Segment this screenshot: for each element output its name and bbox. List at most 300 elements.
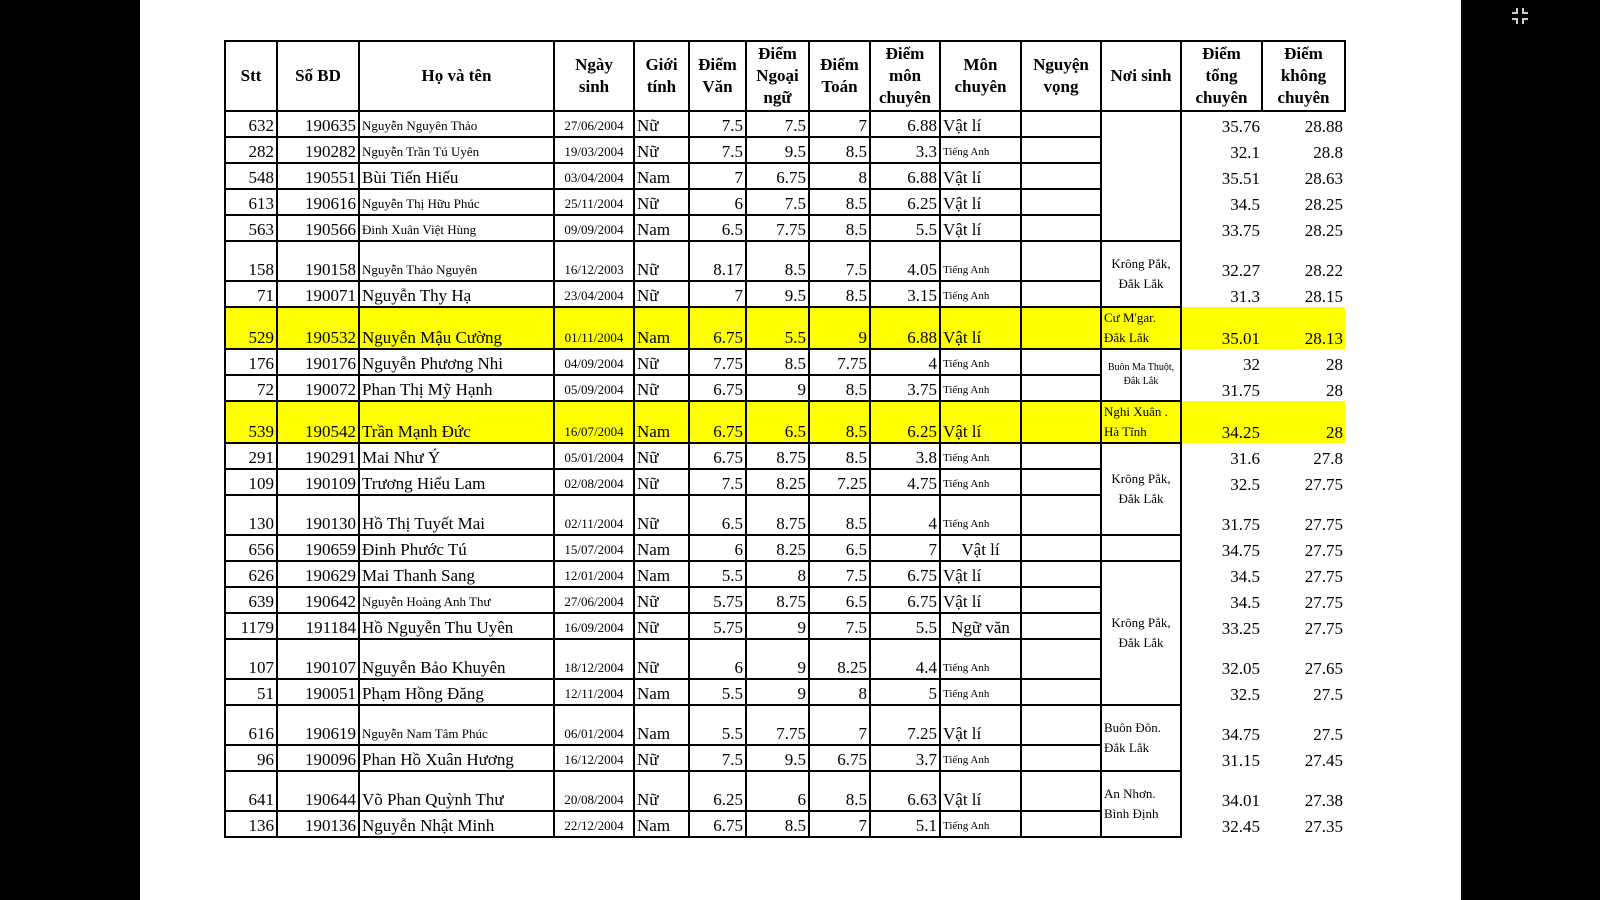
cell-van: 7 (689, 163, 746, 189)
cell-stt: 136 (225, 811, 277, 837)
header-noisinh: Nơi sinh (1101, 41, 1181, 111)
cell-stt: 176 (225, 349, 277, 375)
cell-mon: 6.25 (870, 189, 940, 215)
cell-name: Nguyễn Phương Nhi (359, 349, 554, 375)
cell-sbd: 190291 (277, 443, 359, 469)
cell-gender: Nam (634, 561, 689, 587)
cell-dob: 02/11/2004 (554, 495, 634, 535)
cell-sbd: 190107 (277, 639, 359, 679)
cell-nguyenvong (1021, 745, 1101, 771)
cell-nn: 8.75 (746, 495, 809, 535)
cell-stt: 639 (225, 587, 277, 613)
cell-nn: 8.5 (746, 811, 809, 837)
cell-toan: 7.5 (809, 561, 870, 587)
cell-khong: 28.13 (1262, 307, 1345, 349)
cell-nn: 9 (746, 679, 809, 705)
cell-name: Phạm Hồng Đăng (359, 679, 554, 705)
cell-nn: 8.75 (746, 587, 809, 613)
exit-fullscreen-icon (1508, 4, 1532, 28)
table-row (225, 349, 1345, 375)
table-row (225, 401, 1345, 443)
cell-mon: 5.5 (870, 215, 940, 241)
cell-gender: Nam (634, 811, 689, 837)
cell-khong: 28.22 (1304, 261, 1343, 280)
cell-mon: 6.75 (870, 587, 940, 613)
cell-name: Mai Thanh Sang (359, 561, 554, 587)
cell-gender: Nam (634, 535, 689, 561)
cell-stt: 109 (225, 469, 277, 495)
cell-mon: 3.8 (870, 443, 940, 469)
cell-van: 5.5 (689, 561, 746, 587)
cell-noisinh: Krông Pắk, Đắk Lắk (1101, 561, 1181, 705)
cell-dob: 12/11/2004 (554, 679, 634, 705)
cell-nn: 9.5 (746, 745, 809, 771)
cell-subject: Tiếng Anh (940, 469, 1021, 495)
cell-dob: 23/04/2004 (554, 281, 634, 307)
cell-van: 7.5 (689, 111, 746, 137)
cell-van: 7.5 (689, 469, 746, 495)
header-khong: Điểm không chuyên (1262, 41, 1345, 111)
cell-nguyenvong (1021, 443, 1101, 469)
cell-subject: Vật lí (940, 705, 1021, 745)
cell-gender: Nữ (634, 443, 689, 469)
table-row (225, 535, 1345, 561)
cell-sbd: 190130 (277, 495, 359, 535)
cell-van: 7.5 (689, 137, 746, 163)
cell-nn: 6.75 (746, 163, 809, 189)
cell-sbd: 191184 (277, 613, 359, 639)
cell-tong: 32.1 (1230, 143, 1260, 162)
cell-khong: 28 (1262, 401, 1345, 443)
cell-nguyenvong (1021, 639, 1101, 679)
cell-toan: 8 (809, 679, 870, 705)
cell-sbd: 190542 (277, 401, 359, 443)
cell-name: Nguyễn Hoàng Anh Thư (359, 587, 554, 613)
cell-toan: 8 (809, 163, 870, 189)
cell-sbd: 190644 (277, 771, 359, 811)
table-row (225, 771, 1345, 811)
cell-nguyenvong (1021, 771, 1101, 811)
cell-nn: 9.5 (746, 137, 809, 163)
cell-noisinh: Buôn Ma Thuột, Đắk Lắk (1101, 349, 1181, 401)
cell-nn: 7.5 (746, 111, 809, 137)
cell-tong: 34.75 (1221, 541, 1260, 560)
cell-khong: 28.88 (1304, 117, 1343, 136)
cell-mon: 4.4 (870, 639, 940, 679)
cell-mon: 6.25 (870, 401, 940, 443)
cell-van: 6.75 (689, 443, 746, 469)
cell-khong: 27.75 (1304, 567, 1343, 586)
cell-tong: 31.75 (1221, 381, 1260, 400)
cell-khong: 27.65 (1304, 659, 1343, 678)
cell-subject: Tiếng Anh (940, 745, 1021, 771)
cell-khong: 27.75 (1304, 619, 1343, 638)
cell-tong: 31.15 (1221, 751, 1260, 770)
cell-sbd: 190619 (277, 705, 359, 745)
cell-toan: 6.5 (809, 587, 870, 613)
cell-subject: Vật lí (940, 535, 1021, 561)
header-sbd: Số BD (277, 41, 359, 111)
cell-dob: 16/12/2004 (554, 745, 634, 771)
cell-name: Nguyễn Mậu Cường (359, 307, 554, 349)
cell-subject: Vật lí (940, 771, 1021, 811)
cell-name: Nguyễn Nam Tâm Phúc (359, 705, 554, 745)
exit-fullscreen-button[interactable] (1508, 4, 1532, 28)
cell-nn: 8.75 (746, 443, 809, 469)
results-table (224, 40, 1346, 838)
cell-subject: Vật lí (940, 189, 1021, 215)
cell-toan: 7.5 (809, 241, 870, 281)
cell-van: 7 (689, 281, 746, 307)
cell-van: 6.75 (689, 375, 746, 401)
cell-sbd: 190051 (277, 679, 359, 705)
cell-dob: 27/06/2004 (554, 111, 634, 137)
cell-tong: 33.25 (1221, 619, 1260, 638)
cell-name: Võ Phan Quỳnh Thư (359, 771, 554, 811)
header-mon: Điểm môn chuyên (870, 41, 940, 111)
cell-noisinh: Krông Pắk, Đắk Lắk (1101, 241, 1181, 307)
cell-subject: Vật lí (940, 307, 1021, 349)
cell-mon: 7.25 (870, 705, 940, 745)
cell-nguyenvong (1021, 163, 1101, 189)
cell-gender: Nữ (634, 375, 689, 401)
cell-dob: 06/01/2004 (554, 705, 634, 745)
header-monchuyen: Môn chuyên (940, 41, 1021, 111)
cell-sbd: 190109 (277, 469, 359, 495)
cell-name: Nguyễn Trần Tú Uyên (359, 137, 554, 163)
cell-stt: 632 (225, 111, 277, 137)
cell-dob: 19/03/2004 (554, 137, 634, 163)
cell-nn: 7.75 (746, 215, 809, 241)
cell-tong: 34.75 (1221, 725, 1260, 744)
cell-subject: Vật lí (940, 587, 1021, 613)
cell-nn: 9 (746, 375, 809, 401)
cell-name: Bùi Tiến Hiếu (359, 163, 554, 189)
cell-van: 7.75 (689, 349, 746, 375)
cell-toan: 9 (809, 307, 870, 349)
cell-stt: 51 (225, 679, 277, 705)
cell-dob: 15/07/2004 (554, 535, 634, 561)
cell-name: Nguyễn Bảo Khuyên (359, 639, 554, 679)
cell-stt: 641 (225, 771, 277, 811)
cell-van: 6.75 (689, 811, 746, 837)
cell-name: Đinh Phước Tú (359, 535, 554, 561)
cell-toan: 7.75 (809, 349, 870, 375)
header-tong: Điểm tổng chuyên (1181, 41, 1262, 111)
cell-mon: 5 (870, 679, 940, 705)
cell-gender: Nữ (634, 639, 689, 679)
cell-khong: 28.15 (1304, 287, 1343, 306)
cell-nguyenvong (1021, 189, 1101, 215)
cell-nguyenvong (1021, 613, 1101, 639)
cell-nn: 6.5 (746, 401, 809, 443)
cell-subject: Ngữ văn (940, 613, 1021, 639)
cell-subject: Tiếng Anh (940, 495, 1021, 535)
cell-nguyenvong (1021, 587, 1101, 613)
cell-nn: 9.5 (746, 281, 809, 307)
cell-nguyenvong (1021, 349, 1101, 375)
cell-nguyenvong (1021, 469, 1101, 495)
table-row (225, 705, 1345, 745)
cell-stt: 656 (225, 535, 277, 561)
cell-toan: 8.25 (809, 639, 870, 679)
cell-nn: 7.5 (746, 189, 809, 215)
cell-name: Hồ Nguyễn Thu Uyên (359, 613, 554, 639)
cell-nguyenvong (1021, 561, 1101, 587)
cell-sbd: 190642 (277, 587, 359, 613)
cell-sbd: 190616 (277, 189, 359, 215)
cell-khong: 28.25 (1304, 221, 1343, 240)
cell-nguyenvong (1021, 679, 1101, 705)
cell-subject: Vật lí (940, 111, 1021, 137)
cell-toan: 8.5 (809, 281, 870, 307)
cell-stt: 529 (225, 307, 277, 349)
cell-toan: 8.5 (809, 495, 870, 535)
cell-stt: 626 (225, 561, 277, 587)
cell-gender: Nam (634, 307, 689, 349)
header-van: Điểm Văn (689, 41, 746, 111)
cell-toan: 7.25 (809, 469, 870, 495)
cell-stt: 548 (225, 163, 277, 189)
cell-mon: 5.1 (870, 811, 940, 837)
header-toan: Điểm Toán (809, 41, 870, 111)
cell-sbd: 190566 (277, 215, 359, 241)
cell-nn: 8.5 (746, 241, 809, 281)
cell-dob: 09/09/2004 (554, 215, 634, 241)
cell-gender: Nam (634, 679, 689, 705)
cell-nguyenvong (1021, 375, 1101, 401)
cell-van: 5.75 (689, 613, 746, 639)
cell-name: Nguyễn Thảo Nguyên (359, 241, 554, 281)
cell-mon: 3.3 (870, 137, 940, 163)
cell-tong: 34.25 (1181, 401, 1262, 443)
cell-subject: Vật lí (940, 163, 1021, 189)
cell-van: 6 (689, 639, 746, 679)
cell-gender: Nữ (634, 771, 689, 811)
cell-mon: 6.88 (870, 307, 940, 349)
cell-sbd: 190071 (277, 281, 359, 307)
cell-gender: Nữ (634, 613, 689, 639)
cell-dob: 16/09/2004 (554, 613, 634, 639)
cell-dob: 25/11/2004 (554, 189, 634, 215)
cell-nguyenvong (1021, 705, 1101, 745)
cell-nn: 8.5 (746, 349, 809, 375)
cell-toan: 6.75 (809, 745, 870, 771)
cell-nn: 7.75 (746, 705, 809, 745)
cell-van: 6.5 (689, 215, 746, 241)
cell-nguyenvong (1021, 535, 1101, 561)
cell-mon: 6.63 (870, 771, 940, 811)
cell-dob: 27/06/2004 (554, 587, 634, 613)
cell-khong: 28 (1326, 381, 1343, 400)
cell-gender: Nữ (634, 745, 689, 771)
cell-mon: 3.75 (870, 375, 940, 401)
table-row (225, 241, 1345, 281)
cell-sbd: 190282 (277, 137, 359, 163)
cell-nguyenvong (1021, 401, 1101, 443)
cell-nn: 8.25 (746, 535, 809, 561)
cell-noisinh: Buôn Đôn. Đắk Lắk (1101, 705, 1181, 771)
cell-tong: 32 (1243, 355, 1260, 374)
cell-khong: 27.35 (1304, 817, 1343, 836)
cell-tong: 32.45 (1221, 817, 1260, 836)
cell-van: 5.5 (689, 679, 746, 705)
header-dob: Ngày sinh (554, 41, 634, 111)
cell-mon: 4.75 (870, 469, 940, 495)
cell-tong: 33.75 (1221, 221, 1260, 240)
cell-tong: 32.05 (1221, 659, 1260, 678)
cell-gender: Nữ (634, 137, 689, 163)
header-nn: Điểm Ngoại ngữ (746, 41, 809, 111)
cell-nguyenvong (1021, 111, 1101, 137)
cell-subject: Tiếng Anh (940, 639, 1021, 679)
cell-van: 7.5 (689, 745, 746, 771)
table-row (225, 561, 1345, 587)
cell-tong: 35.76 (1221, 117, 1260, 136)
cell-toan: 7 (809, 811, 870, 837)
cell-mon: 4.05 (870, 241, 940, 281)
cell-tong: 35.01 (1181, 307, 1262, 349)
cell-stt: 563 (225, 215, 277, 241)
cell-subject: Tiếng Anh (940, 137, 1021, 163)
cell-dob: 16/12/2003 (554, 241, 634, 281)
cell-mon: 7 (870, 535, 940, 561)
cell-nguyenvong (1021, 215, 1101, 241)
cell-mon: 3.15 (870, 281, 940, 307)
cell-gender: Nữ (634, 349, 689, 375)
cell-subject: Tiếng Anh (940, 349, 1021, 375)
cell-stt: 282 (225, 137, 277, 163)
cell-noisinh (1101, 111, 1181, 241)
cell-nguyenvong (1021, 495, 1101, 535)
cell-nguyenvong (1021, 281, 1101, 307)
cell-toan: 8.5 (809, 215, 870, 241)
cell-nn: 9 (746, 613, 809, 639)
cell-stt: 616 (225, 705, 277, 745)
cell-tong: 34.5 (1230, 567, 1260, 586)
cell-noisinh: Cư M'gar. Đắk Lắk (1101, 307, 1181, 349)
cell-sbd: 190532 (277, 307, 359, 349)
cell-mon: 5.5 (870, 613, 940, 639)
cell-van: 6.5 (689, 495, 746, 535)
cell-toan: 6.5 (809, 535, 870, 561)
cell-name: Nguyễn Nhật Minh (359, 811, 554, 837)
cell-sbd: 190136 (277, 811, 359, 837)
cell-tong: 32.5 (1230, 475, 1260, 494)
cell-sbd: 190551 (277, 163, 359, 189)
cell-mon: 4 (870, 349, 940, 375)
cell-mon: 6.75 (870, 561, 940, 587)
cell-stt: 71 (225, 281, 277, 307)
cell-subject: Vật lí (940, 401, 1021, 443)
cell-gender: Nữ (634, 281, 689, 307)
cell-subject: Tiếng Anh (940, 241, 1021, 281)
cell-dob: 04/09/2004 (554, 349, 634, 375)
cell-nn: 8 (746, 561, 809, 587)
cell-gender: Nam (634, 705, 689, 745)
cell-dob: 22/12/2004 (554, 811, 634, 837)
cell-mon: 6.88 (870, 163, 940, 189)
cell-dob: 12/01/2004 (554, 561, 634, 587)
header-row (225, 41, 1345, 111)
cell-tong: 34.5 (1230, 593, 1260, 612)
cell-stt: 107 (225, 639, 277, 679)
cell-khong: 27.75 (1304, 515, 1343, 534)
cell-name: Mai Như Ý (359, 443, 554, 469)
header-nguyenvong: Nguyện vọng (1021, 41, 1101, 111)
cell-khong: 28.8 (1313, 143, 1343, 162)
table-row (225, 111, 1345, 137)
cell-toan: 7 (809, 111, 870, 137)
cell-subject: Tiếng Anh (940, 281, 1021, 307)
cell-name: Đinh Xuân Việt Hùng (359, 215, 554, 241)
cell-toan: 8.5 (809, 375, 870, 401)
cell-subject: Tiếng Anh (940, 443, 1021, 469)
cell-stt: 96 (225, 745, 277, 771)
cell-van: 6 (689, 189, 746, 215)
cell-noisinh (1101, 535, 1181, 561)
cell-toan: 7.5 (809, 613, 870, 639)
cell-dob: 16/07/2004 (554, 401, 634, 443)
cell-nguyenvong (1021, 241, 1101, 281)
cell-khong: 28 (1326, 355, 1343, 374)
cell-van: 5.5 (689, 705, 746, 745)
cell-nn: 6 (746, 771, 809, 811)
cell-dob: 05/01/2004 (554, 443, 634, 469)
cell-name: Nguyễn Thy Hạ (359, 281, 554, 307)
cell-sbd: 190629 (277, 561, 359, 587)
cell-tong: 31.6 (1230, 449, 1260, 468)
cell-sbd: 190659 (277, 535, 359, 561)
cell-nguyenvong (1021, 811, 1101, 837)
cell-khong: 27.75 (1304, 593, 1343, 612)
cell-sbd: 190096 (277, 745, 359, 771)
cell-noisinh: Krông Pắk, Đắk Lắk (1101, 443, 1181, 535)
cell-van: 5.75 (689, 587, 746, 613)
cell-khong: 27.5 (1313, 725, 1343, 744)
cell-khong: 27.75 (1304, 475, 1343, 494)
cell-noisinh: An Nhơn. Bình Định (1101, 771, 1181, 837)
cell-sbd: 190176 (277, 349, 359, 375)
cell-toan: 8.5 (809, 401, 870, 443)
cell-gender: Nữ (634, 189, 689, 215)
cell-subject: Vật lí (940, 561, 1021, 587)
cell-dob: 03/04/2004 (554, 163, 634, 189)
cell-tong: 32.5 (1230, 685, 1260, 704)
cell-subject: Tiếng Anh (940, 679, 1021, 705)
cell-tong: 32.27 (1221, 261, 1260, 280)
cell-khong: 28.63 (1304, 169, 1343, 188)
cell-toan: 8.5 (809, 137, 870, 163)
cell-toan: 8.5 (809, 189, 870, 215)
cell-dob: 01/11/2004 (554, 307, 634, 349)
cell-tong: 31.3 (1230, 287, 1260, 306)
cell-stt: 158 (225, 241, 277, 281)
header-gender: Giới tính (634, 41, 689, 111)
cell-nguyenvong (1021, 137, 1101, 163)
cell-toan: 7 (809, 705, 870, 745)
cell-nn: 5.5 (746, 307, 809, 349)
cell-gender: Nữ (634, 241, 689, 281)
cell-name: Trần Mạnh Đức (359, 401, 554, 443)
cell-sbd: 190158 (277, 241, 359, 281)
header-stt: Stt (225, 41, 277, 111)
cell-dob: 05/09/2004 (554, 375, 634, 401)
cell-gender: Nữ (634, 469, 689, 495)
cell-dob: 18/12/2004 (554, 639, 634, 679)
cell-stt: 613 (225, 189, 277, 215)
cell-stt: 539 (225, 401, 277, 443)
